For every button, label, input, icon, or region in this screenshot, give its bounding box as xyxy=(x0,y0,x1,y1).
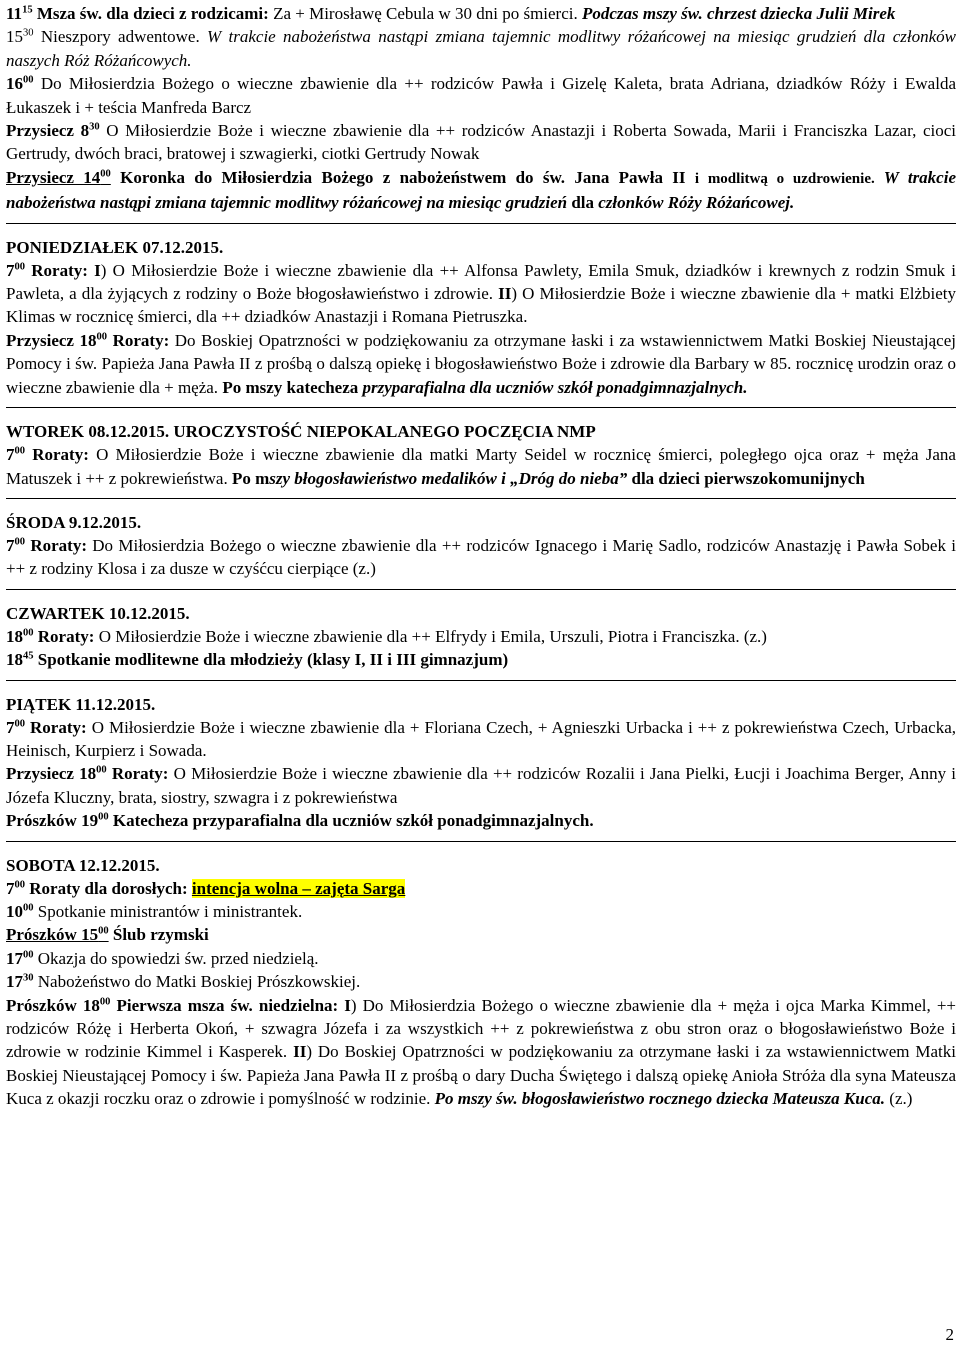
day-heading-saturday: SOBOTA 12.12.2015. xyxy=(6,855,160,875)
wednesday-entry-700: $7^{00}$ Roraty: Do Miłosierdzia Bożego o wieczne zbawienie dla ++ rodziców Ignacego i Marię Sadlo, rodziców Anastazję i Pawła Sobek i ++ z rodziny Klosa i za dusze w czyśćcu cierpiące (z.) xyxy=(6,535,956,579)
tuesday-entry-700: $7^{00}$ Roraty: O Miłosierdzie Boże i wieczne zbawienie dla matki Marty Seidel w rocznicę śmierci, poległego ojca oraz + męża Jana Matuszek i ++ z pokrewieństwa. Po mszy błogosławieństwo medalików i „Dróg do nieba” dla dzieci pierwszokomunijnych xyxy=(6,445,956,488)
day-heading-wednesday: ŚRODA 9.12.2015. xyxy=(6,512,142,532)
section-divider xyxy=(6,407,956,408)
sunday-entry-1115: $11^{15}$ Msza św. dla dzieci z rodzicami: Za + Mirosławę Cebula w 30 dni po śmierci. Podczas mszy św. chrzest dziecka Julii Mirek xyxy=(6,4,896,23)
section-divider xyxy=(6,680,956,681)
saturday-entry-700: $7^{00}$ Roraty dla dorosłych: intencja wolna – zajęta Sarga xyxy=(6,878,406,898)
day-heading-tuesday: WTOREK 08.12.2015. UROCZYSTOŚĆ NIEPOKALANEGO POCZĘCIA NMP xyxy=(6,422,596,442)
document-body xyxy=(6,2,956,1111)
highlight-free-intention: intencja wolna – zajęta Sarga xyxy=(191,878,406,898)
thursday-entry-1845: $18^{45}$ Spotkanie modlitewne dla młodzieży (klasy I, II i III gimnazjum) xyxy=(6,650,509,670)
monday-entry-przysiecz-1800: Przysiecz $18^{00}$ Roraty: Do Boskiej Opatrzności w podziękowaniu za otrzymane łaski i za wstawiennictwem Matki Boskiej Nieustającej Pomocy i św. Papieża Jana Pawła II z prośbą o dalszą opiekę i błogosławieństwo Boże i zdrowie dla Barbary w 85. rocznicę urodzin oraz o wieczne zbawienie dla + męża. Po mszy katecheza przyparafialna dla uczniów szkół ponadgimnazjalnych. xyxy=(6,330,956,397)
section-divider xyxy=(6,589,956,590)
sunday-entry-przysiecz-830: Przysiecz $8^{30}$ O Miłosierdzie Boże i wieczne zbawienie dla ++ rodziców Anastazji i Roberta Sowada, Marii i Franciszka Lazar, cioci Gertrudy, dwóch braci, bratowej i szwagierki, ciotki Gertrudy Nowak xyxy=(6,121,957,164)
saturday-entry-1700: $17^{00}$ Okazja do spowiedzi św. przed niedzielą. xyxy=(6,948,319,968)
day-heading-friday: PIĄTEK 11.12.2015. xyxy=(6,694,156,714)
monday-entry-700: $7^{00}$ Roraty: I) O Miłosierdzie Boże i wieczne zbawienie dla ++ Alfonsa Pawlety, Emila Smuk, dziadków i krewnych z rodzin Smuk i Pawleta, a dla żyjących z rodziny o Boże błogosławieństwo i zdrowie. II) O Miłosierdzie Boże i wieczne zbawienie dla + matki Elżbiety Klimas w rocznicę śmierci, dla ++ dziadków Anastazji i Romana Pietruszka. xyxy=(6,260,956,327)
sunday-entry-przysiecz-1400: Przysiecz $14^{00}$ Koronka do Miłosierdzia Bożego z nabożeństwem do św. Jana Pawła II i modlitwą o uzdrowienie. W trakcie nabożeństwa nastąpi zmiana tajemnic modlitwy różańcowej na miesiąc grudzień dla członków Róży Różańcowej. xyxy=(6,167,956,213)
sunday-entry-1530: $15^{30}$ Nieszpory adwentowe. W trakcie nabożeństwa nastąpi zmiana tajemnic modlitwy różańcowej na miesiąc grudzień dla członków naszych Róż Różańcowych. xyxy=(6,27,956,70)
section-divider xyxy=(6,841,956,842)
saturday-entry-1730: $17^{30}$ Nabożeństwo do Matki Boskiej Prószkowskiej. xyxy=(6,972,361,992)
saturday-entry-1000: $10^{00}$ Spotkanie ministrantów i ministrantek. xyxy=(6,901,303,921)
saturday-entry-proszkow-1800: Prószków $18^{00}$ Pierwsza msza św. niedzielna: I) Do Miłosierdzia Bożego o wieczne zbawienie dla + męża i ojca Marka Kimmel, ++ rodziców Różę i Herberta Okoń, + szwagra Józefa i za wszystkich ++ z pokrewieństwa z obu stron oraz o błogosławieństwo Boże i zdrowie w rodzinie Kimmel i Kasperek. II) Do Boskiej Opatrzności w podziękowaniu za otrzymane łaski i za wstawiennictwem Matki Boskiej Nieustającej Pomocy i św. Papieża Jana Pawła II z prośbą o dary Ducha Świętego i dalszą opiekę Anioła Stróża dla syna Mateusza Kuca z okazji roczku oraz o zdrowie i pomyślność w rodzinie. Po mszy św. błogosławieństwo rocznego dziecka Mateusza Kuca. (z.) xyxy=(6,995,957,1109)
thursday-entry-1800: $18^{00}$ Roraty: O Miłosierdzie Boże i wieczne zbawienie dla ++ Elfrydy i Emila, Urszuli, Piotra i Franciszka. (z.) xyxy=(6,626,767,646)
saturday-entry-proszkow-1500: Prószków $15^{00}$ Ślub rzymski xyxy=(6,925,209,945)
day-heading-thursday: CZWARTEK 10.12.2015. xyxy=(6,603,190,623)
friday-entry-przysiecz-1800: Przysiecz $18^{00}$ Roraty: O Miłosierdzie Boże i wieczne zbawienie dla ++ rodziców Rozalii i Jana Pielki, Łucji i Joachima Berger, Anny i Józefa Kluczny, brata, siostry, szwagra i z pokrewieństwa xyxy=(6,764,956,807)
friday-entry-proszkow-1900: Prószków $19^{00}$ Katecheza przyparafialna dla uczniów szkół ponadgimnazjalnych. xyxy=(6,811,594,831)
page-number: 2 xyxy=(945,1325,954,1344)
section-divider xyxy=(6,498,956,499)
day-heading-monday: PONIEDZIAŁEK 07.12.2015. xyxy=(6,237,224,257)
sunday-entry-1600: $16^{00}$ Do Miłosierdzia Bożego o wieczne zbawienie dla ++ rodziców Pawła i Gizelę Kaleta, brata Adriana, dziadków Róży i Ewalda Łukaszek i + teścia Manfreda Barcz xyxy=(6,74,956,117)
section-divider xyxy=(6,223,956,224)
friday-entry-700: $7^{00}$ Roraty: O Miłosierdzie Boże i wieczne zbawienie dla + Floriana Czech, + Agnieszki Urbacka i ++ z pokrewieństwa Czech, Urbacka, Heinisch, Kurpierz i Sowada. xyxy=(6,717,956,760)
